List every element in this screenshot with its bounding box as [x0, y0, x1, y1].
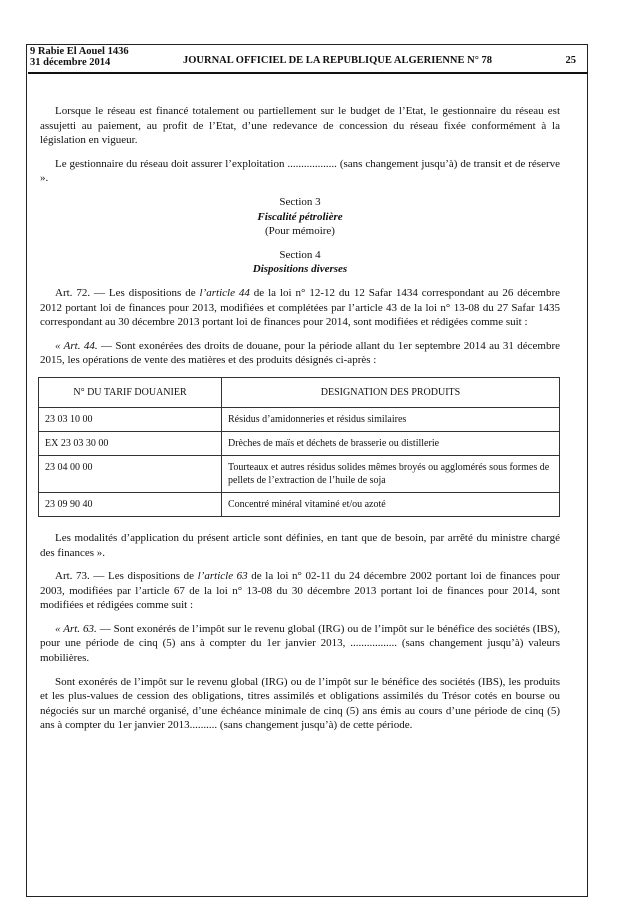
table-row: [39, 431, 560, 455]
paragraph-application-terms: Les modalités d’application du présent article sont définies, en tant que de besoin, par arrêté du ministre chargé des finances ».: [40, 531, 560, 559]
section-4-title: Dispositions diverses: [252, 263, 348, 276]
article-73-prefix: Art. 73. — Les dispositions de: [55, 570, 198, 583]
article-73-text: de la loi n° 02-11 du 24 décembre 2002 portant loi de finances pour 2003, modifiées par l’article 67 de la loi n° 13-08 du 30 décembre 2013 portant loi de finances pour 2014, sont modifiées et rédigées comme suit :: [40, 570, 560, 612]
section-3-title: Fiscalité pétrolière: [257, 210, 343, 223]
article-72-prefix: Art. 72. — Les dispositions de: [55, 286, 200, 299]
section-4: [40, 248, 560, 277]
product-designation: Drèches de maïs et déchets de brasserie ou distillerie: [222, 431, 560, 455]
article-73-ref: l’article 63: [197, 570, 248, 583]
section-3: [40, 195, 560, 239]
paragraph-network-operation: Le gestionnaire du réseau doit assurer l’exploitation .................. (sans changement jusqu’à) de transit et de réserve ».: [40, 157, 560, 185]
header-date-hijri: 9 Rabie El Aouel 1436: [30, 46, 129, 57]
tariff-code: 23 04 00 00: [39, 455, 222, 492]
page-header: [28, 44, 588, 74]
table-row: [39, 455, 560, 492]
article-72-text: de la loi n° 12-12 du 12 Safar 1434 correspondant au 26 décembre 2012 portant loi de finances pour 2013, modifiées et complétées par l’article 43 de la loi n° 13-08 du 27 Safar 1435 correspondant au 30 décembre 2013 portant loi de finances pour 2014, sont modifiées et rédigées comme suit :: [40, 286, 560, 329]
table-header-row: [39, 377, 560, 407]
article-44-quote: [40, 339, 560, 368]
header-date-gregorian: 31 décembre 2014: [30, 57, 111, 68]
page-number: 25: [565, 55, 576, 66]
tariff-code: EX 23 03 30 00: [39, 431, 222, 455]
table-header-tariff: N° DU TARIF DOUANIER: [39, 377, 222, 407]
product-designation: Résidus d’amidonneries et résidus similaires: [222, 407, 560, 431]
article-73: [40, 569, 560, 613]
section-3-note: (Pour mémoire): [265, 225, 335, 238]
journal-title: JOURNAL OFFICIEL DE LA REPUBLIQUE ALGERIENNE N° 78: [183, 55, 493, 66]
table-row: [39, 492, 560, 516]
table-header-designation: DESIGNATION DES PRODUITS: [222, 377, 560, 407]
article-72: [40, 286, 560, 330]
tariff-table: [38, 377, 560, 517]
article-44-text: — Sont exonérées des droits de douane, pour la période allant du 1er septembre 2014 au 31 décembre 2015, les opérations de vente des matières et des produits désignés ci-après :: [40, 339, 560, 367]
paragraph-network-fee: Lorsque le réseau est financé totalement ou partiellement sur le budget de l’Etat, le gestionnaire du réseau est assujetti au paiement, au profit de l’Etat, d’une redevance de concession du réseau fixée conformément à la législation en vigueur.: [40, 105, 560, 147]
article-63-text: — Sont exonérés de l’impôt sur le revenu global (IRG) ou de l’impôt sur le bénéfice des sociétés (IBS), pour une période de cinq (5) ans à compter du 1er janvier 2013, ................. (sans changement jusqu’à) valeurs mobilières.: [40, 622, 560, 665]
product-designation: Concentré minéral vitaminé et/ou azoté: [222, 492, 560, 516]
article-44-ref: « Art. 44.: [55, 339, 98, 352]
header-date: [30, 46, 129, 68]
tariff-code: 23 03 10 00: [39, 407, 222, 431]
tariff-code: 23 09 90 40: [39, 492, 222, 516]
article-72-ref: l’article 44: [199, 286, 250, 299]
document-body: [40, 104, 560, 742]
section-3-label: Section 3: [279, 195, 321, 208]
article-63-ref: « Art. 63.: [55, 622, 97, 635]
table-row: [39, 407, 560, 431]
section-4-label: Section 4: [279, 248, 321, 261]
article-63-quote: [40, 622, 560, 666]
paragraph-bond-exemption: Sont exonérés de l’impôt sur le revenu global (IRG) ou de l’impôt sur le bénéfice des sociétés (IBS), les produits et les plus-values de cession des obligations, titres assimilés et obligations assimilés du Trésor cotés en bourse ou négociés sur un marché organisé, d’une échéance minimale de cinq (5) ans émis au cours d’une période de cinq (5) ans à compter du 1er janvier 2013.......... (sans changement jusqu’à) de cette période.: [40, 675, 560, 732]
product-designation: Tourteaux et autres résidus solides mêmes broyés ou agglomérés sous formes de pellets de l’extraction de l’huile de soja: [222, 455, 560, 492]
